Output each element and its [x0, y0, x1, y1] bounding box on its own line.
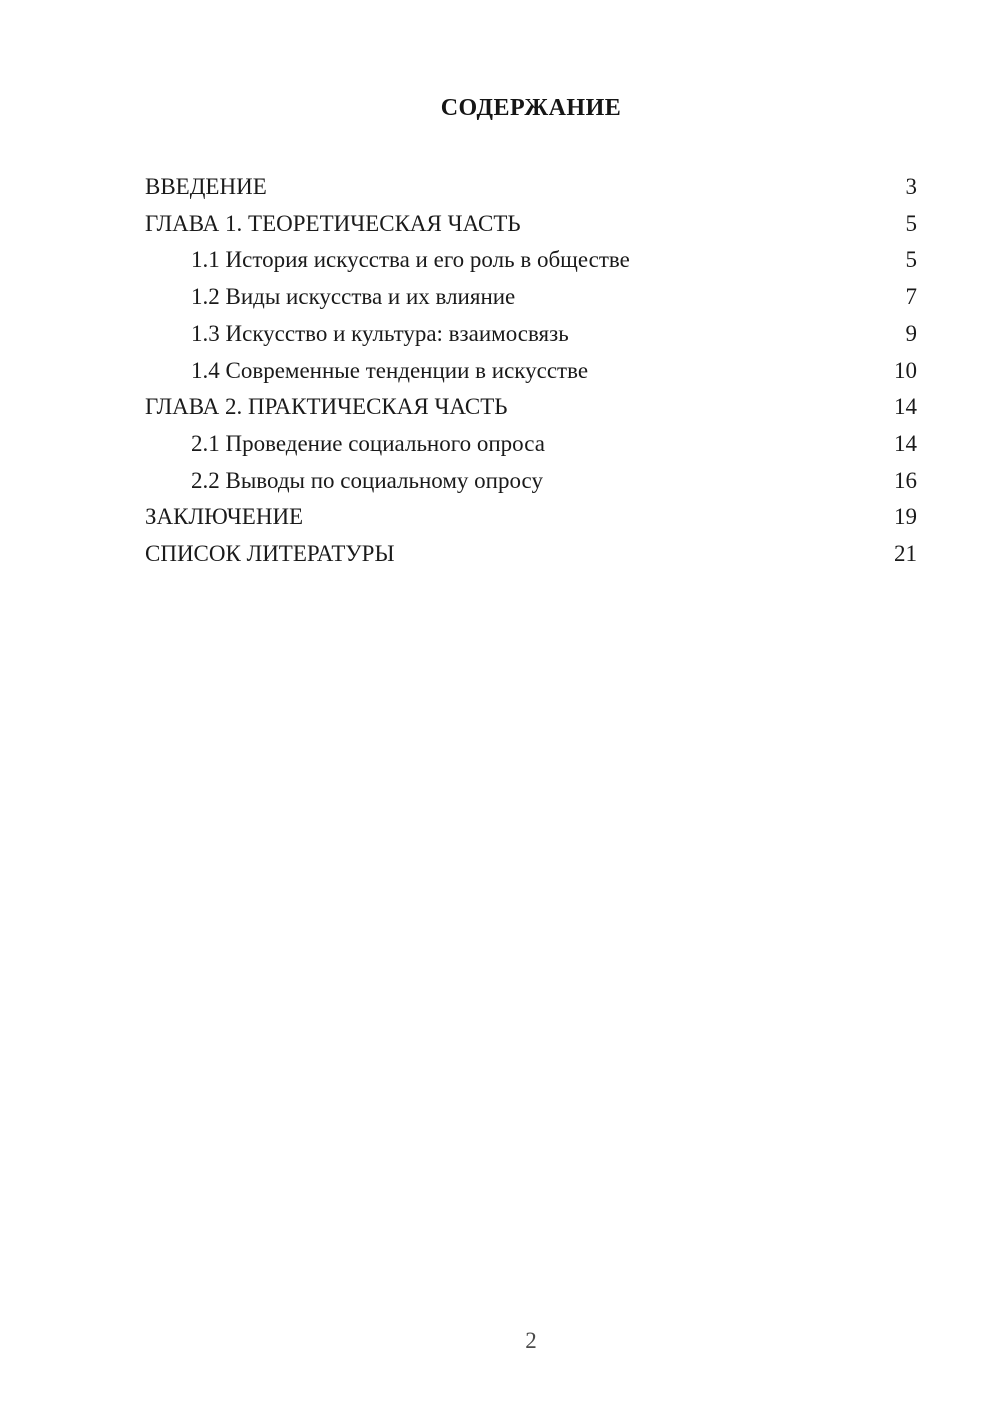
- toc-entry-page: 5: [905, 210, 917, 236]
- toc-entry-page: 9: [905, 320, 917, 346]
- toc-entry-label: ЗАКЛЮЧЕНИЕ: [145, 504, 304, 530]
- toc-entry-label: СПИСОК ЛИТЕРАТУРЫ: [145, 541, 395, 567]
- toc-entry-page: 19: [894, 504, 917, 530]
- toc-content: [145, 93, 917, 573]
- toc-entry-label: ГЛАВА 1. ТЕОРЕТИЧЕСКАЯ ЧАСТЬ: [145, 210, 521, 236]
- toc-entry-label: ВВЕДЕНИЕ: [145, 174, 267, 199]
- toc-entry-label: 2.1 Проведение социального опроса: [191, 430, 545, 456]
- page-title: СОДЕРЖАНИЕ: [440, 95, 622, 121]
- toc-entry-page: 14: [894, 430, 917, 456]
- toc-entry-label: 2.2 Выводы по социальному опросу: [191, 467, 543, 493]
- table-of-contents: [145, 169, 917, 573]
- toc-entry-2-1: [145, 426, 917, 463]
- toc-entry-page: 14: [894, 394, 917, 420]
- toc-entry-glava-2: [145, 389, 917, 426]
- toc-entry-spisok-literatury: [145, 536, 917, 573]
- toc-entry-page: 3: [905, 174, 917, 199]
- toc-entry-label: 1.1 История искусства и его роль в обществе: [191, 247, 630, 273]
- toc-entry-label: 1.4 Современные тенденции в искусстве: [191, 357, 589, 383]
- toc-entry-label: ГЛАВА 2. ПРАКТИЧЕСКАЯ ЧАСТЬ: [145, 394, 508, 420]
- toc-entry-page: 21: [894, 541, 917, 567]
- toc-entry-1-2: [145, 279, 917, 316]
- toc-entry-1-4: [145, 353, 917, 390]
- toc-entry-page: 16: [894, 467, 917, 493]
- toc-entry-page: 10: [894, 357, 917, 383]
- toc-entry-label: 1.2 Виды искусства и их влияние: [191, 284, 516, 310]
- toc-entry-1-1: [145, 242, 917, 279]
- toc-entry-glava-1: [145, 206, 917, 243]
- footer-page-number: 2: [525, 1328, 537, 1353]
- toc-entry-page: 7: [905, 284, 917, 310]
- toc-entry-vvedenie: [145, 169, 917, 206]
- toc-entry-label: 1.3 Искусство и культура: взаимосвязь: [191, 320, 569, 346]
- toc-entry-2-2: [145, 463, 917, 500]
- toc-entry-1-3: [145, 316, 917, 353]
- toc-entry-page: 5: [905, 247, 917, 273]
- toc-entry-zaklyuchenie: [145, 499, 917, 536]
